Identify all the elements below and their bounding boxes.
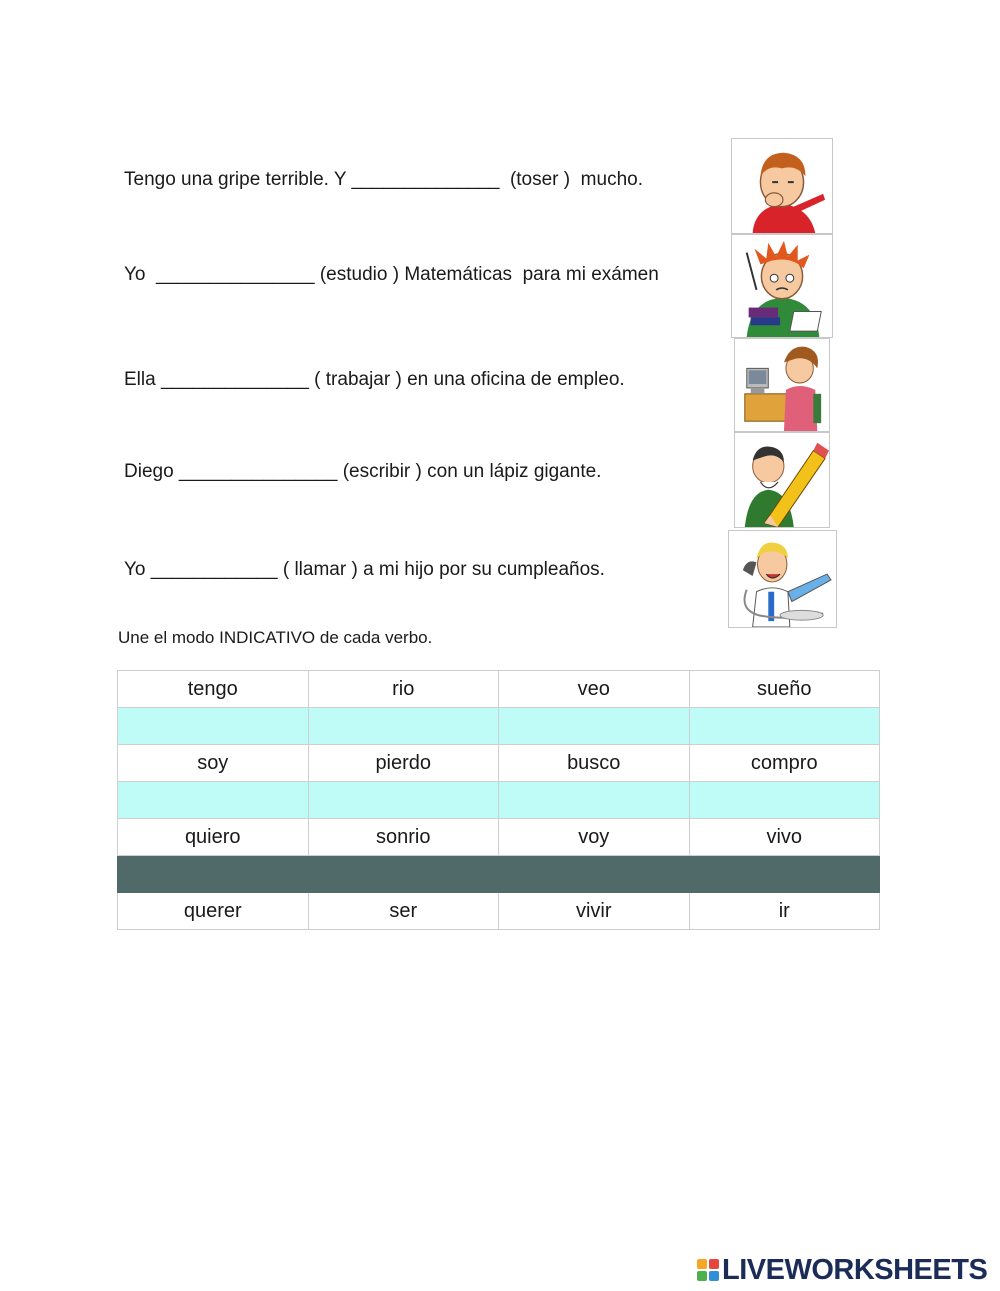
verb-cell[interactable]: tengo <box>118 671 309 708</box>
verb-cell[interactable]: busco <box>499 745 690 782</box>
verb-cell[interactable]: soy <box>118 745 309 782</box>
sentence-5: Yo ____________ ( llamar ) a mi hijo por su cumpleaños. <box>124 559 605 580</box>
logo-icon <box>697 1259 719 1281</box>
verb-cell[interactable]: veo <box>499 671 690 708</box>
drop-zone-cell[interactable] <box>308 782 499 819</box>
sentence-4: Diego _______________ (escribir ) con un lápiz gigante. <box>124 461 602 482</box>
drop-zone-cell[interactable] <box>689 782 880 819</box>
verb-cell[interactable]: quiero <box>118 819 309 856</box>
verb-cell[interactable]: ir <box>689 893 880 930</box>
sentence-1: Tengo una gripe terrible. Y ______________ (toser ) mucho. <box>124 169 643 190</box>
logo-text: LIVEWORKSHEETS <box>722 1253 988 1286</box>
table-row <box>118 819 880 856</box>
instruction-text: Une el modo INDICATIVO de cada verbo. <box>118 628 433 647</box>
dark-band-cell <box>118 856 880 893</box>
drop-zone-cell[interactable] <box>499 708 690 745</box>
sentence-2: Yo _______________ (estudio ) Matemáticas para mi exámen <box>124 264 659 285</box>
verb-cell[interactable]: querer <box>118 893 309 930</box>
verb-cell[interactable]: sonrio <box>308 819 499 856</box>
drop-zone-cell[interactable] <box>308 708 499 745</box>
drop-zone-cell[interactable] <box>689 708 880 745</box>
verb-cell[interactable]: vivo <box>689 819 880 856</box>
verb-matching-table <box>117 670 880 930</box>
verb-cell[interactable]: compro <box>689 745 880 782</box>
table-row <box>118 745 880 782</box>
verb-cell[interactable]: vivir <box>499 893 690 930</box>
table-row <box>118 671 880 708</box>
coughing-boy-image <box>731 138 833 234</box>
drop-zone-cell[interactable] <box>499 782 690 819</box>
office-worker-image <box>734 338 830 432</box>
verb-cell[interactable]: rio <box>308 671 499 708</box>
table-row <box>118 856 880 893</box>
table-row <box>118 708 880 745</box>
verb-cell[interactable]: voy <box>499 819 690 856</box>
liveworksheets-logo <box>697 1252 987 1288</box>
verb-cell[interactable]: ser <box>308 893 499 930</box>
table-row <box>118 893 880 930</box>
drop-zone-cell[interactable] <box>118 782 309 819</box>
verb-cell[interactable]: sueño <box>689 671 880 708</box>
boy-with-pencil-image <box>734 432 830 528</box>
sentence-3: Ella ______________ ( trabajar ) en una oficina de empleo. <box>124 369 625 390</box>
studying-boy-image <box>731 234 833 338</box>
man-on-phone-image <box>728 530 837 628</box>
drop-zone-cell[interactable] <box>118 708 309 745</box>
verb-cell[interactable]: pierdo <box>308 745 499 782</box>
table-row <box>118 782 880 819</box>
